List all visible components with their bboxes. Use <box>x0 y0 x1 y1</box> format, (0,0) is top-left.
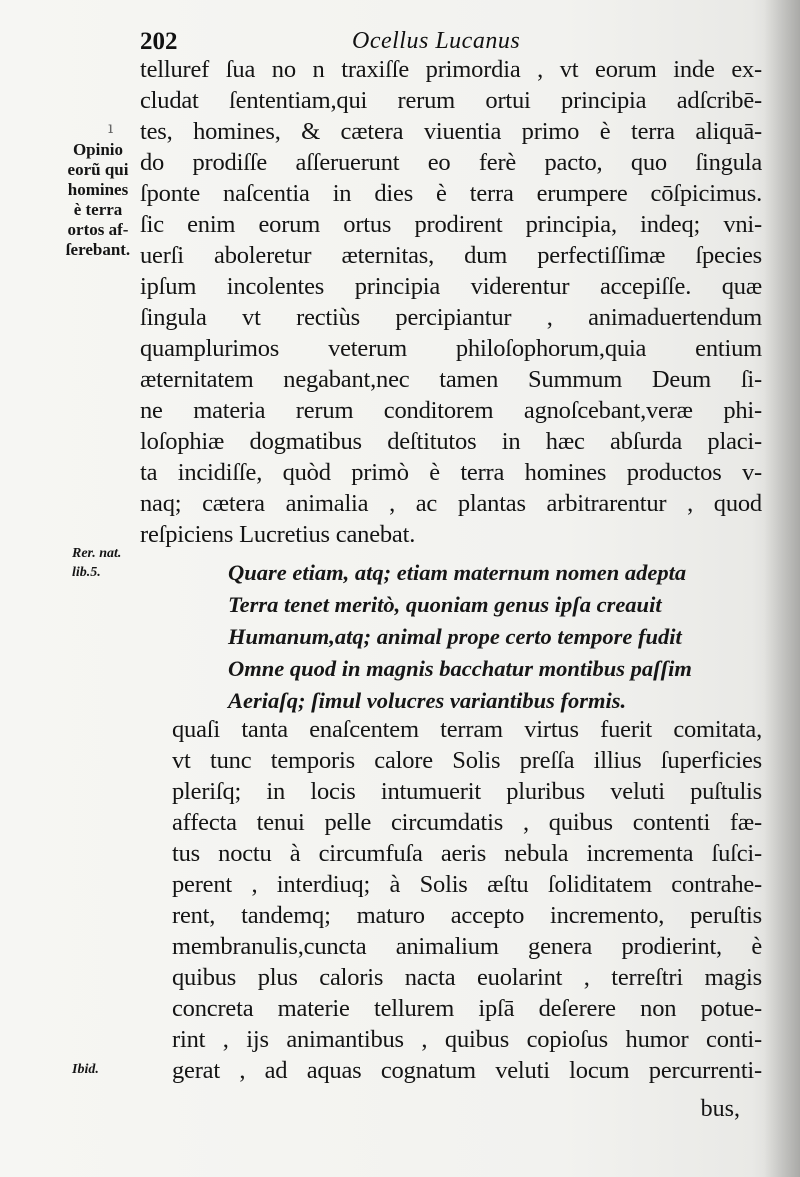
body-line: ſic enim eorum ortus prodirent principia, indeq; vni- <box>140 211 762 238</box>
page-number: 202 <box>140 28 178 55</box>
margin-note-line: è terra <box>73 200 123 219</box>
body-line: rent, tandemq; maturo accepto incremento, peruſtis <box>172 902 762 929</box>
body-line: pleriſq; in locis intumuerit pluribus veluti puſtulis <box>172 778 762 805</box>
body-line: loſophiæ dogmatibus deſtitutos in hæc abſurda placi- <box>140 428 762 455</box>
page-header <box>140 28 780 58</box>
body-line: ta incidiſſe, quòd primò è terra homines productos v- <box>140 459 762 486</box>
body-line: uerſi aboleretur æternitas, dum perfectiſſimæ ſpecies <box>140 242 762 269</box>
margin-note-line: lib.5. <box>72 565 101 580</box>
verse-line: Humanum,atq; animal prope certo tempore fudit <box>228 624 682 649</box>
page-edge-shadow <box>764 0 800 1177</box>
body-line: gerat , ad aquas cognatum veluti locum percurrenti- <box>172 1057 762 1084</box>
body-line: ne materia rerum conditorem agnoſcebant,veræ phi- <box>140 397 762 424</box>
margin-note-line: Opinio <box>72 140 124 159</box>
body-line: quaſi tanta enaſcentem terram virtus fuerit comitata, <box>172 716 762 743</box>
running-title: Ocellus Lucanus <box>352 28 521 54</box>
body-line: vt tunc temporis calore Solis preſſa illius ſuperficies <box>172 747 762 774</box>
body-line: naq; cætera animalia , ac plantas arbitrarentur , quod <box>140 490 762 517</box>
stray-ink-mark: ı <box>108 118 114 137</box>
body-line: quamplurimos veterum philoſophorum,quia entium <box>140 335 762 362</box>
body-line: concreta materie tellurem ipſā deſerere non potue- <box>172 995 762 1022</box>
margin-note-line: ortos af- <box>67 220 129 239</box>
body-line: ipſum incolentes principia viderentur accepiſſe. quæ <box>140 273 762 300</box>
verse-line: Omne quod in magnis bacchatur montibus paſſim <box>228 656 692 681</box>
margin-note-opinio <box>58 140 138 260</box>
margin-note-line: Ibid. <box>72 1062 99 1077</box>
body-line: do prodiſſe aſſeruerunt eo ferè pacto, quo ſingula <box>140 149 762 176</box>
margin-note-ibid <box>72 1060 152 1079</box>
verse-line: Terra tenet meritò, quoniam genus ipſa creauit <box>228 592 662 617</box>
body-line: æternitatem negabant,nec tamen Summum Deum ſi- <box>140 366 762 393</box>
body-line: rint , ijs animantibus , quibus copioſus humor conti- <box>172 1026 762 1053</box>
body-line: quibus plus caloris nacta euolarint , terreſtri magis <box>172 964 762 991</box>
body-line: cludat ſententiam,qui rerum ortui principia adſcribē- <box>140 87 762 114</box>
margin-note-rer-nat <box>72 544 152 582</box>
body-line: membranulis,cuncta animalium genera prodierint, è <box>172 933 762 960</box>
body-line: perent , interdiuq; à Solis æſtu ſoliditatem contrahe- <box>172 871 762 898</box>
margin-note-line: eorũ qui <box>67 160 129 179</box>
body-line: affecta tenui pelle circumdatis , quibus contenti fæ- <box>172 809 762 836</box>
margin-note-line: ſerebant. <box>65 240 131 259</box>
margin-note-line: Rer. nat. <box>72 546 122 561</box>
verse-line: Aeriaſq; ſimul volucres variantibus formis. <box>228 688 627 713</box>
body-line: reſpiciens Lucretius canebat. <box>140 521 416 548</box>
margin-note-line: homines <box>67 180 129 199</box>
body-line: tes, homines, & cætera viuentia primo è terra aliquā- <box>140 118 762 145</box>
body-line: ſingula vt rectiùs percipiantur , animaduertendum <box>140 304 762 331</box>
body-line: ſponte naſcentia in dies è terra erumpere cōſpicimus. <box>140 180 762 207</box>
verse-line: Quare etiam, atq; etiam maternum nomen adepta <box>228 560 687 585</box>
catchword: bus, <box>700 1096 740 1122</box>
body-line: telluref ſua no n traxiſſe primordia , vt eorum inde ex- <box>140 56 762 83</box>
body-line: tus noctu à circumfuſa aeris nebula incrementa ſuſci- <box>172 840 762 867</box>
